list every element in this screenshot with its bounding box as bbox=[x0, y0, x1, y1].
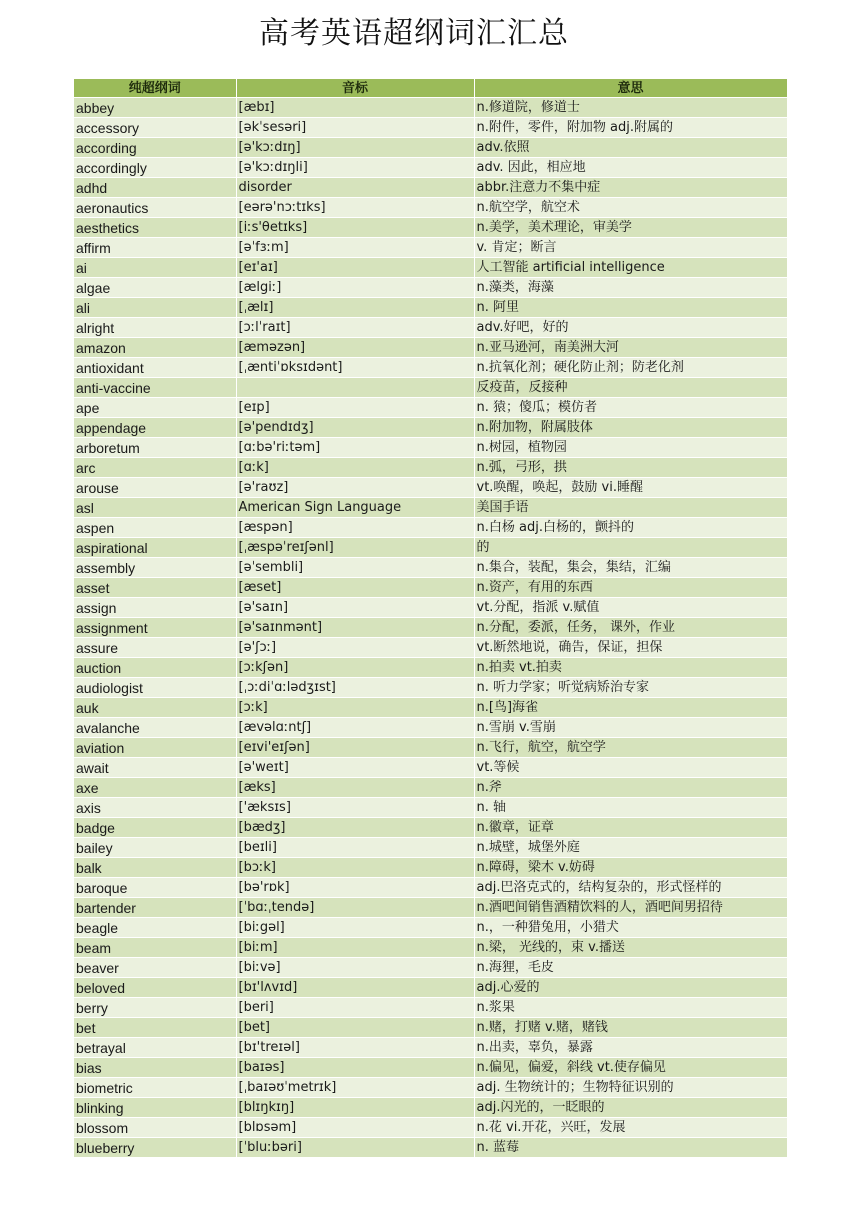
cell-meaning: n.集合，装配，集会，集结，汇编 bbox=[474, 558, 787, 578]
cell-phonetic: [beri] bbox=[236, 998, 474, 1018]
cell-word: blueberry bbox=[74, 1138, 236, 1158]
cell-phonetic: [ə'raʊz] bbox=[236, 478, 474, 498]
page-title: 高考英语超纲词汇汇总 bbox=[259, 16, 569, 51]
cell-meaning: adj.闪光的，一眨眼的 bbox=[474, 1098, 787, 1118]
cell-meaning: vt.唤醒，唤起，鼓励 vi.睡醒 bbox=[474, 478, 787, 498]
cell-phonetic: [biːgəl] bbox=[236, 918, 474, 938]
table-row bbox=[74, 198, 787, 218]
cell-phonetic: [əˈfɜːm] bbox=[236, 238, 474, 258]
cell-word: axe bbox=[74, 778, 236, 798]
cell-meaning: v. 肯定；断言 bbox=[474, 238, 787, 258]
cell-phonetic: [ˌæntiˈɒksɪdənt] bbox=[236, 358, 474, 378]
cell-meaning: n.美学，美术理论，审美学 bbox=[474, 218, 787, 238]
cell-meaning: n.赌，打赌 v.赌，赌钱 bbox=[474, 1018, 787, 1038]
cell-phonetic: [ˌɔːdiˈɑːlədʒɪst] bbox=[236, 678, 474, 698]
cell-meaning: n.出卖，辜负，暴露 bbox=[474, 1038, 787, 1058]
table-row bbox=[74, 878, 787, 898]
cell-phonetic: [æməzən] bbox=[236, 338, 474, 358]
table-row bbox=[74, 798, 787, 818]
table-row bbox=[74, 998, 787, 1018]
cell-word: baroque bbox=[74, 878, 236, 898]
table-row bbox=[74, 518, 787, 538]
cell-phonetic: [ə'kɔːdɪŋli] bbox=[236, 158, 474, 178]
cell-phonetic: [blɒsəm] bbox=[236, 1118, 474, 1138]
table-row bbox=[74, 318, 787, 338]
table-row bbox=[74, 378, 787, 398]
cell-word: auction bbox=[74, 658, 236, 678]
cell-meaning: adj.心爱的 bbox=[474, 978, 787, 998]
cell-word: aviation bbox=[74, 738, 236, 758]
cell-phonetic: [eərə'nɔːtɪks] bbox=[236, 198, 474, 218]
cell-phonetic: [ˈbluːbəri] bbox=[236, 1138, 474, 1158]
table-row bbox=[74, 738, 787, 758]
table-row bbox=[74, 618, 787, 638]
cell-phonetic: [blɪŋkɪŋ] bbox=[236, 1098, 474, 1118]
header-phonetic: 音标 bbox=[236, 79, 474, 98]
cell-word: betrayal bbox=[74, 1038, 236, 1058]
cell-phonetic: [ə'pendɪdʒ] bbox=[236, 418, 474, 438]
cell-word: audiologist bbox=[74, 678, 236, 698]
cell-phonetic: disorder bbox=[236, 178, 474, 198]
table-row bbox=[74, 238, 787, 258]
cell-meaning: n. 蓝莓 bbox=[474, 1138, 787, 1158]
cell-word: accessory bbox=[74, 118, 236, 138]
cell-meaning: n.白杨 adj.白杨的，颤抖的 bbox=[474, 518, 787, 538]
cell-phonetic: [ævəlɑːntʃ] bbox=[236, 718, 474, 738]
cell-meaning: adv.依照 bbox=[474, 138, 787, 158]
cell-meaning: n.航空学，航空术 bbox=[474, 198, 787, 218]
cell-phonetic: [ɔːk] bbox=[236, 698, 474, 718]
cell-word: axis bbox=[74, 798, 236, 818]
cell-phonetic: [ˌæspəˈreɪʃənl] bbox=[236, 538, 474, 558]
cell-phonetic: [æks] bbox=[236, 778, 474, 798]
cell-meaning: adj.巴洛克式的，结构复杂的，形式怪样的 bbox=[474, 878, 787, 898]
cell-meaning: n.酒吧间销售酒精饮料的人，酒吧间男招待 bbox=[474, 898, 787, 918]
vocabulary-table bbox=[74, 79, 788, 1158]
cell-phonetic: [æset] bbox=[236, 578, 474, 598]
cell-meaning: n.抗氧化剂；硬化防止剂；防老化剂 bbox=[474, 358, 787, 378]
table-row bbox=[74, 1138, 787, 1158]
cell-meaning: n. 听力学家；听觉病矫治专家 bbox=[474, 678, 787, 698]
cell-meaning: n.拍卖 vt.拍卖 bbox=[474, 658, 787, 678]
table-row bbox=[74, 838, 787, 858]
cell-word: badge bbox=[74, 818, 236, 838]
cell-word: aspirational bbox=[74, 538, 236, 558]
cell-word: alright bbox=[74, 318, 236, 338]
cell-phonetic: [əkˈsesəri] bbox=[236, 118, 474, 138]
cell-meaning: n.，一种猎兔用，小猎犬 bbox=[474, 918, 787, 938]
table-row bbox=[74, 398, 787, 418]
cell-meaning: n.藻类，海藻 bbox=[474, 278, 787, 298]
table-row bbox=[74, 678, 787, 698]
cell-phonetic: [ˌælɪ] bbox=[236, 298, 474, 318]
cell-word: affirm bbox=[74, 238, 236, 258]
table-row bbox=[74, 458, 787, 478]
cell-meaning: n.弧，弓形，拱 bbox=[474, 458, 787, 478]
table-row bbox=[74, 278, 787, 298]
cell-phonetic: [bə'rɒk] bbox=[236, 878, 474, 898]
cell-meaning: adj. 生物统计的；生物特征识别的 bbox=[474, 1078, 787, 1098]
cell-phonetic: [ɑːbə'riːtəm] bbox=[236, 438, 474, 458]
table-row bbox=[74, 938, 787, 958]
table-row bbox=[74, 898, 787, 918]
table-row bbox=[74, 758, 787, 778]
cell-meaning: n.障碍，梁木 v.妨碍 bbox=[474, 858, 787, 878]
cell-word: assign bbox=[74, 598, 236, 618]
table-row bbox=[74, 598, 787, 618]
cell-meaning: n.偏见，偏爱，斜线 vt.使存偏见 bbox=[474, 1058, 787, 1078]
cell-word: bailey bbox=[74, 838, 236, 858]
cell-word: asl bbox=[74, 498, 236, 518]
table-row bbox=[74, 1018, 787, 1038]
cell-meaning: n. 猿；傻瓜；模仿者 bbox=[474, 398, 787, 418]
cell-word: ape bbox=[74, 398, 236, 418]
cell-phonetic: [ə'saɪnmənt] bbox=[236, 618, 474, 638]
table-row bbox=[74, 298, 787, 318]
cell-phonetic: [eɪp] bbox=[236, 398, 474, 418]
cell-phonetic: [bɔːk] bbox=[236, 858, 474, 878]
cell-word: ai bbox=[74, 258, 236, 278]
cell-phonetic: [ə'weɪt] bbox=[236, 758, 474, 778]
cell-meaning: n.海狸，毛皮 bbox=[474, 958, 787, 978]
cell-meaning: adv.好吧，好的 bbox=[474, 318, 787, 338]
cell-meaning: n.城壁，城堡外庭 bbox=[474, 838, 787, 858]
cell-word: blossom bbox=[74, 1118, 236, 1138]
cell-word: biometric bbox=[74, 1078, 236, 1098]
table-row bbox=[74, 478, 787, 498]
cell-phonetic: [ə'ʃɔː] bbox=[236, 638, 474, 658]
cell-phonetic bbox=[236, 378, 474, 398]
table-row bbox=[74, 1078, 787, 1098]
cell-meaning: n.附加物，附属肢体 bbox=[474, 418, 787, 438]
table-row bbox=[74, 498, 787, 518]
cell-word: balk bbox=[74, 858, 236, 878]
table-header-row bbox=[74, 79, 787, 98]
cell-word: assure bbox=[74, 638, 236, 658]
table-row bbox=[74, 958, 787, 978]
cell-word: bias bbox=[74, 1058, 236, 1078]
table-row bbox=[74, 818, 787, 838]
cell-meaning: 美国手语 bbox=[474, 498, 787, 518]
cell-meaning: n.[鸟]海雀 bbox=[474, 698, 787, 718]
cell-meaning: abbr.注意力不集中症 bbox=[474, 178, 787, 198]
cell-phonetic: [ɔːlˈraɪt] bbox=[236, 318, 474, 338]
cell-phonetic: [biːm] bbox=[236, 938, 474, 958]
cell-phonetic: [baɪəs] bbox=[236, 1058, 474, 1078]
cell-phonetic: ['æksɪs] bbox=[236, 798, 474, 818]
cell-meaning: n.树园，植物园 bbox=[474, 438, 787, 458]
cell-phonetic: [bɪ'treɪəl] bbox=[236, 1038, 474, 1058]
cell-word: algae bbox=[74, 278, 236, 298]
cell-meaning: n.徽章，证章 bbox=[474, 818, 787, 838]
table-row bbox=[74, 698, 787, 718]
cell-word: anti-vaccine bbox=[74, 378, 236, 398]
cell-word: amazon bbox=[74, 338, 236, 358]
cell-phonetic: [eɪ'aɪ] bbox=[236, 258, 474, 278]
table-row bbox=[74, 358, 787, 378]
cell-phonetic: [ɑːk] bbox=[236, 458, 474, 478]
table-row bbox=[74, 538, 787, 558]
table-row bbox=[74, 638, 787, 658]
table-row bbox=[74, 918, 787, 938]
table-row bbox=[74, 1038, 787, 1058]
cell-word: asset bbox=[74, 578, 236, 598]
table-row bbox=[74, 558, 787, 578]
cell-word: beagle bbox=[74, 918, 236, 938]
cell-word: abbey bbox=[74, 98, 236, 118]
table-row bbox=[74, 438, 787, 458]
cell-meaning: n.雪崩 v.雪崩 bbox=[474, 718, 787, 738]
cell-phonetic: [ə'kɔːdɪŋ] bbox=[236, 138, 474, 158]
cell-meaning: n.修道院，修道士 bbox=[474, 98, 787, 118]
cell-meaning: n.花 vi.开花，兴旺，发展 bbox=[474, 1118, 787, 1138]
cell-phonetic: [ˌbaɪəʊˈmetrɪk] bbox=[236, 1078, 474, 1098]
table-row bbox=[74, 578, 787, 598]
cell-phonetic: [ɔːkʃən] bbox=[236, 658, 474, 678]
cell-phonetic: [ˈbɑːˌtendə] bbox=[236, 898, 474, 918]
cell-phonetic: [æbɪ] bbox=[236, 98, 474, 118]
table-row bbox=[74, 98, 787, 118]
cell-word: aeronautics bbox=[74, 198, 236, 218]
cell-word: aesthetics bbox=[74, 218, 236, 238]
cell-word: assembly bbox=[74, 558, 236, 578]
cell-word: adhd bbox=[74, 178, 236, 198]
cell-word: beloved bbox=[74, 978, 236, 998]
cell-word: bartender bbox=[74, 898, 236, 918]
cell-meaning: adv. 因此，相应地 bbox=[474, 158, 787, 178]
table-row bbox=[74, 118, 787, 138]
table-row bbox=[74, 1118, 787, 1138]
cell-phonetic: [æspən] bbox=[236, 518, 474, 538]
cell-word: bet bbox=[74, 1018, 236, 1038]
table-row bbox=[74, 138, 787, 158]
cell-phonetic: [biːvə] bbox=[236, 958, 474, 978]
table-row bbox=[74, 158, 787, 178]
cell-word: await bbox=[74, 758, 236, 778]
table-row bbox=[74, 338, 787, 358]
cell-phonetic: [eɪvi'eɪʃən] bbox=[236, 738, 474, 758]
cell-meaning: n.附件，零件，附加物 adj.附属的 bbox=[474, 118, 787, 138]
cell-word: antioxidant bbox=[74, 358, 236, 378]
cell-phonetic: [bɪ'lʌvɪd] bbox=[236, 978, 474, 998]
cell-meaning: n. 轴 bbox=[474, 798, 787, 818]
table-row bbox=[74, 1058, 787, 1078]
table-row bbox=[74, 1098, 787, 1118]
cell-word: appendage bbox=[74, 418, 236, 438]
cell-meaning: n.浆果 bbox=[474, 998, 787, 1018]
cell-meaning: vt.断然地说，确告，保证，担保 bbox=[474, 638, 787, 658]
cell-word: according bbox=[74, 138, 236, 158]
table-row bbox=[74, 718, 787, 738]
cell-meaning: 的 bbox=[474, 538, 787, 558]
table-row bbox=[74, 418, 787, 438]
table-row bbox=[74, 218, 787, 238]
cell-word: beam bbox=[74, 938, 236, 958]
cell-meaning: 反疫苗，反接种 bbox=[474, 378, 787, 398]
cell-meaning: vt.等候 bbox=[474, 758, 787, 778]
cell-meaning: n.分配，委派，任务， 课外，作业 bbox=[474, 618, 787, 638]
cell-word: berry bbox=[74, 998, 236, 1018]
cell-phonetic: [beɪli] bbox=[236, 838, 474, 858]
cell-word: arboretum bbox=[74, 438, 236, 458]
cell-word: ali bbox=[74, 298, 236, 318]
cell-phonetic: [əˈsembli] bbox=[236, 558, 474, 578]
cell-word: auk bbox=[74, 698, 236, 718]
cell-phonetic: American Sign Language bbox=[236, 498, 474, 518]
cell-word: aspen bbox=[74, 518, 236, 538]
cell-meaning: n. 阿里 bbox=[474, 298, 787, 318]
cell-word: arc bbox=[74, 458, 236, 478]
cell-phonetic: [ə'saɪn] bbox=[236, 598, 474, 618]
cell-word: beaver bbox=[74, 958, 236, 978]
header-word: 纯超纲词 bbox=[74, 79, 236, 98]
cell-meaning: n.斧 bbox=[474, 778, 787, 798]
cell-meaning: vt.分配，指派 v.赋值 bbox=[474, 598, 787, 618]
table-row bbox=[74, 978, 787, 998]
cell-meaning: 人工智能 artificial intelligence bbox=[474, 258, 787, 278]
cell-meaning: n.飞行，航空，航空学 bbox=[474, 738, 787, 758]
cell-meaning: n.亚马逊河，南美洲大河 bbox=[474, 338, 787, 358]
cell-word: accordingly bbox=[74, 158, 236, 178]
table-row bbox=[74, 858, 787, 878]
cell-word: blinking bbox=[74, 1098, 236, 1118]
table-row bbox=[74, 178, 787, 198]
table-row bbox=[74, 258, 787, 278]
cell-word: avalanche bbox=[74, 718, 236, 738]
header-meaning: 意思 bbox=[474, 79, 787, 98]
cell-meaning: n.资产，有用的东西 bbox=[474, 578, 787, 598]
cell-phonetic: [bet] bbox=[236, 1018, 474, 1038]
table-row bbox=[74, 658, 787, 678]
cell-phonetic: [bædʒ] bbox=[236, 818, 474, 838]
cell-phonetic: [iːs'θetɪks] bbox=[236, 218, 474, 238]
cell-phonetic: [ælgiː] bbox=[236, 278, 474, 298]
cell-word: assignment bbox=[74, 618, 236, 638]
table-row bbox=[74, 778, 787, 798]
cell-word: arouse bbox=[74, 478, 236, 498]
cell-meaning: n.梁， 光线的，束 v.播送 bbox=[474, 938, 787, 958]
